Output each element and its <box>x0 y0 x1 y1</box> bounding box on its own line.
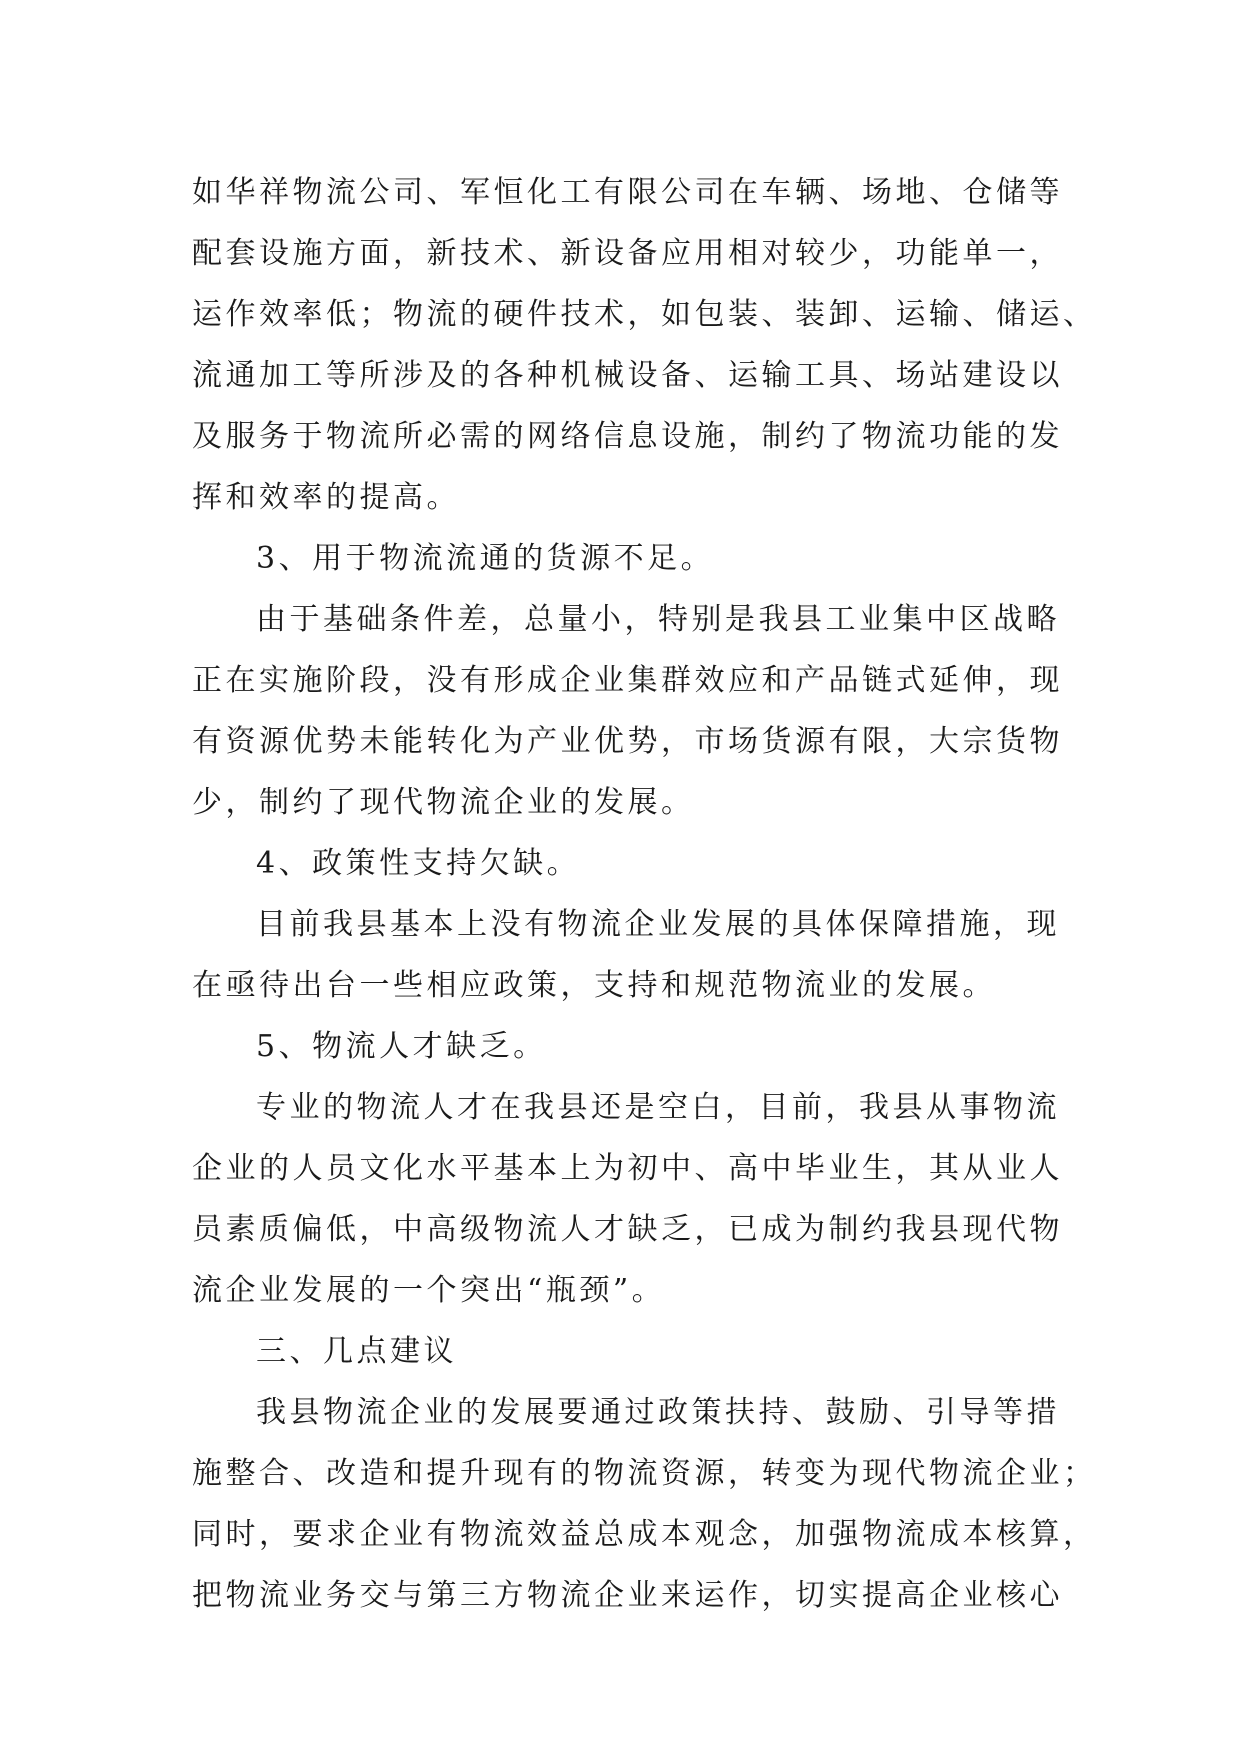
document-body <box>192 162 1097 1626</box>
text-line: 挥和效率的提高。 <box>192 480 460 515</box>
heading-text: 5、物流人才缺乏。 <box>256 1029 547 1064</box>
text-line: 把物流业务交与第三方物流企业来运作，切实提高企业核心 <box>192 1578 1063 1613</box>
section-heading-5 <box>192 1016 1072 1077</box>
text-line: 流企业发展的一个突出“瓶颈”。 <box>192 1273 666 1308</box>
section-heading-4 <box>192 833 1072 894</box>
paragraph-cargo-source <box>192 589 1072 833</box>
text-line: 我县物流企业的发展要通过政策扶持、鼓励、引导等措 <box>256 1395 1060 1430</box>
text-line: 员素质偏低，中高级物流人才缺乏，已成为制约我县现代物 <box>192 1212 1063 1247</box>
section-heading-suggestions <box>192 1321 1072 1382</box>
heading-text: 4、政策性支持欠缺。 <box>256 846 581 881</box>
text-line: 目前我县基本上没有物流企业发展的具体保障措施，现 <box>256 907 1060 942</box>
paragraph-policy <box>192 894 1072 1016</box>
text-line: 如华祥物流公司、军恒化工有限公司在车辆、场地、仓储等 <box>192 175 1063 210</box>
text-line: 专业的物流人才在我县还是空白，目前，我县从事物流 <box>256 1090 1060 1125</box>
text-line: 运作效率低；物流的硬件技术，如包装、装卸、运输、储运、 <box>192 297 1097 332</box>
section-heading-3 <box>192 528 1072 589</box>
heading-text: 3、用于物流流通的货源不足。 <box>256 541 715 576</box>
paragraph-suggestions <box>192 1382 1097 1626</box>
paragraph-talent <box>192 1077 1072 1321</box>
text-line: 施整合、改造和提升现有的物流资源，转变为现代物流企业； <box>192 1456 1097 1491</box>
text-line: 由于基础条件差，总量小，特别是我县工业集中区战略 <box>256 602 1060 637</box>
text-line: 配套设施方面，新技术、新设备应用相对较少，功能单一， <box>192 236 1063 271</box>
heading-text: 三、几点建议 <box>256 1334 457 1369</box>
text-line: 同时，要求企业有物流效益总成本观念，加强物流成本核算， <box>192 1517 1097 1552</box>
text-line: 少，制约了现代物流企业的发展。 <box>192 785 695 820</box>
text-line: 及服务于物流所必需的网络信息设施，制约了物流功能的发 <box>192 419 1063 454</box>
text-line: 流通加工等所涉及的各种机械设备、运输工具、场站建设以 <box>192 358 1063 393</box>
text-line: 正在实施阶段，没有形成企业集群效应和产品链式延伸，现 <box>192 663 1063 698</box>
text-line: 在亟待出台一些相应政策，支持和规范物流业的发展。 <box>192 968 996 1003</box>
paragraph-facilities <box>192 162 1097 528</box>
text-line: 有资源优势未能转化为产业优势，市场货源有限，大宗货物 <box>192 724 1063 759</box>
text-line: 企业的人员文化水平基本上为初中、高中毕业生，其从业人 <box>192 1151 1063 1186</box>
